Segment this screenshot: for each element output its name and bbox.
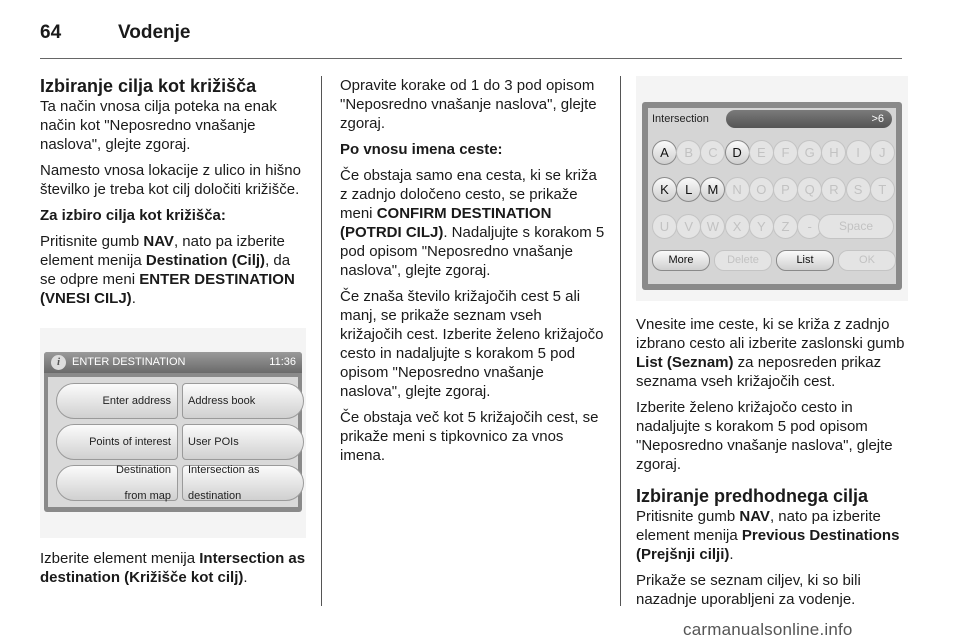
paragraph: Prikaže se seznam ciljev, ki so bili nazadnje uporabljeni za vodenje. bbox=[636, 572, 861, 608]
user-pois-button[interactable]: User POIs bbox=[182, 424, 304, 460]
column-2 bbox=[340, 76, 606, 465]
points-of-interest-button[interactable]: Points of interest bbox=[56, 424, 178, 460]
column-divider-2 bbox=[620, 76, 621, 606]
key-dash[interactable]: - bbox=[797, 214, 822, 239]
key-b[interactable]: B bbox=[676, 140, 701, 165]
key-w[interactable]: W bbox=[700, 214, 725, 239]
key-q[interactable]: Q bbox=[797, 177, 822, 202]
paragraph: Če obstaja več kot 5 križajočih cest, se prikaže meni s tipkovnico za vnos imena. bbox=[340, 409, 599, 464]
key-m[interactable]: M bbox=[700, 177, 725, 202]
paragraph: Ta način vnosa cilja poteka na enak način kot "Neposredno vnašanje naslova", glejte zgoraj. bbox=[40, 98, 277, 153]
info-icon: i bbox=[51, 355, 66, 370]
key-k[interactable]: K bbox=[652, 177, 677, 202]
header-rule bbox=[40, 58, 902, 59]
address-book-button[interactable]: Address book bbox=[182, 383, 304, 419]
paragraph: Če obstaja samo ena cesta, ki se križa z zadnjo določeno cesto, se prikaže meni CONFIRM DESTINATION (POTRDI CILJ). Nadaljujte s korakom 5 pod opisom "Neposredno vnašanje naslova", glejte zgoraj. bbox=[340, 167, 605, 279]
more-button[interactable]: More bbox=[652, 250, 710, 271]
key-e[interactable]: E bbox=[749, 140, 774, 165]
space-key[interactable]: Space bbox=[818, 214, 894, 239]
intersection-as-destination-button[interactable]: Intersection as destination bbox=[182, 465, 304, 501]
key-p[interactable]: P bbox=[773, 177, 798, 202]
section-heading-previous: Izbiranje predhodnega cilja bbox=[636, 486, 869, 506]
key-z[interactable]: Z bbox=[773, 214, 798, 239]
watermark: carmanualsonline.info bbox=[683, 620, 853, 639]
key-y[interactable]: Y bbox=[749, 214, 774, 239]
paragraph: Vnesite ime ceste, ki se križa z zadnjo izbrano cesto ali izberite zaslonski gumb List (Seznam) za neposreden prikaz seznama vseh križajočih cest. bbox=[636, 316, 905, 390]
clock: 11:36 bbox=[269, 356, 296, 368]
key-v[interactable]: V bbox=[676, 214, 701, 239]
list-button[interactable]: List bbox=[776, 250, 834, 271]
paragraph: Opravite korake od 1 do 3 pod opisom "Neposredno vnašanje naslova", glejte zgoraj. bbox=[340, 77, 597, 132]
paragraph: Če znaša število križajočih cest 5 ali manj, se prikaže seznam vseh križajočih cest. Izberite želeno križajočo cesto in nadaljujte s korakom 5 pod opisom "Neposredno vnašanje naslova", glejte zgoraj. bbox=[340, 288, 604, 400]
chapter-title: Vodenje bbox=[118, 22, 191, 43]
delete-button[interactable]: Delete bbox=[714, 250, 772, 271]
key-r[interactable]: R bbox=[821, 177, 846, 202]
subheading: Za izbiro cilja kot križišča: bbox=[40, 207, 226, 224]
input-label: Intersection bbox=[652, 113, 709, 125]
key-x[interactable]: X bbox=[725, 214, 750, 239]
ok-button[interactable]: OK bbox=[838, 250, 896, 271]
key-c[interactable]: C bbox=[700, 140, 725, 165]
page-number: 64 bbox=[40, 22, 62, 43]
column-3 bbox=[636, 76, 908, 609]
paragraph: Izberite element menija Intersection as destination (Križišče kot cilj). bbox=[40, 550, 306, 586]
key-j[interactable]: J bbox=[870, 140, 895, 165]
paragraph: Pritisnite gumb NAV, nato pa izberite element menija Previous Destinations (Prejšnji cilji). bbox=[636, 508, 900, 563]
enter-address-button[interactable]: Enter address bbox=[56, 383, 178, 419]
key-s[interactable]: S bbox=[846, 177, 871, 202]
key-a[interactable]: A bbox=[652, 140, 677, 165]
intersection-input[interactable]: >6 bbox=[726, 110, 892, 128]
page-header bbox=[40, 22, 920, 52]
screen-title-bar bbox=[44, 352, 302, 373]
column-divider-1 bbox=[321, 76, 322, 606]
enter-destination-screenshot bbox=[40, 328, 306, 538]
key-l[interactable]: L bbox=[676, 177, 701, 202]
key-u[interactable]: U bbox=[652, 214, 677, 239]
section-heading-intersection: Izbiranje cilja kot križišča bbox=[40, 76, 257, 96]
column-1 bbox=[40, 76, 306, 587]
key-g[interactable]: G bbox=[797, 140, 822, 165]
paragraph: Pritisnite gumb NAV, nato pa izberite element menija Destination (Cilj), da se odpre meni ENTER DESTINATION (VNESI CILJ). bbox=[40, 233, 295, 307]
intersection-keyboard-screenshot bbox=[636, 76, 908, 301]
destination-from-map-button[interactable]: Destination from map bbox=[56, 465, 178, 501]
key-f[interactable]: F bbox=[773, 140, 798, 165]
screen-title: ENTER DESTINATION bbox=[72, 356, 186, 368]
key-o[interactable]: O bbox=[749, 177, 774, 202]
menu-area bbox=[48, 377, 298, 507]
key-i[interactable]: I bbox=[846, 140, 871, 165]
subheading: Po vnosu imena ceste: bbox=[340, 141, 503, 158]
paragraph: Namesto vnosa lokacije z ulico in hišno številko je treba kot cilj določiti križišče. bbox=[40, 162, 301, 198]
key-d[interactable]: D bbox=[725, 140, 750, 165]
key-h[interactable]: H bbox=[821, 140, 846, 165]
key-t[interactable]: T bbox=[870, 177, 895, 202]
paragraph: Izberite želeno križajočo cesto in nadaljujte s korakom 5 pod opisom "Neposredno vnašanje naslova", glejte zgoraj. bbox=[636, 399, 893, 473]
key-n[interactable]: N bbox=[725, 177, 750, 202]
